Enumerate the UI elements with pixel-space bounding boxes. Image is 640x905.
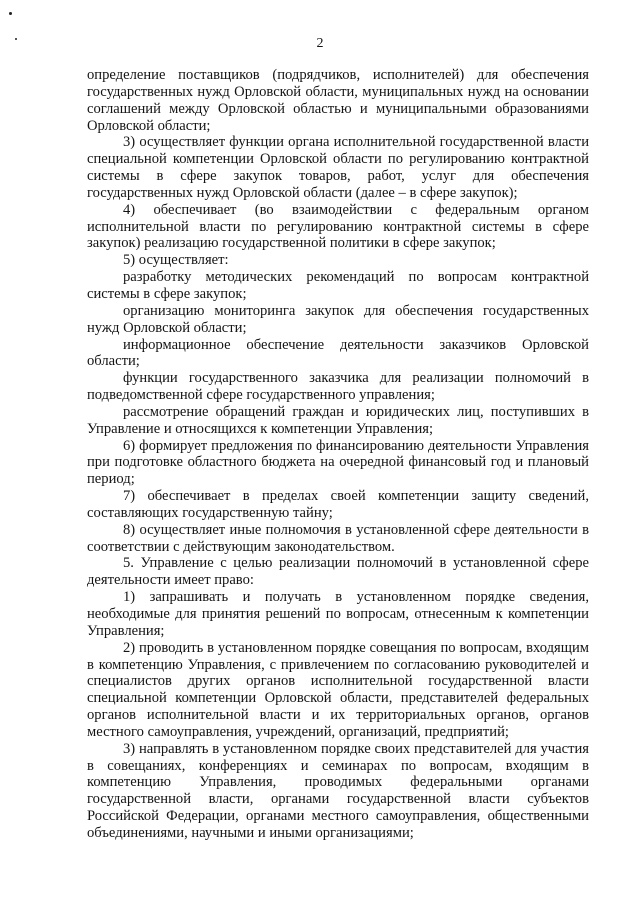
- paragraph: организацию мониторинга закупок для обеспечения государственных нужд Орловской области;: [87, 302, 589, 336]
- paragraph: разработку методических рекомендаций по вопросам контрактной системы в сфере закупок;: [87, 269, 589, 302]
- paragraph: 8) осуществляет иные полномочия в установленной сфере деятельности в соответствии с действующим законодательством.: [87, 521, 589, 555]
- scan-speck: [9, 12, 12, 15]
- paragraph: рассмотрение обращений граждан и юридических лиц, поступивших в Управление и относящихся к компетенции Управления;: [87, 403, 589, 437]
- paragraph: 6) формирует предложения по финансированию деятельности Управления при подготовке областного бюджета на очередной финансовый год и плановый период;: [87, 437, 589, 488]
- paragraph: 5. Управление с целью реализации полномочий в установленной сфере деятельности имеет право:: [87, 555, 589, 589]
- paragraph: 4) обеспечивает (во взаимодействии с федеральным органом исполнительной власти по регулированию контрактной системы в сфере закупок) реализацию государственной политики в сфере закупок;: [87, 201, 589, 252]
- paragraph: 2) проводить в установленном порядке совещания по вопросам, входящим в компетенцию Управления, с привлечением по согласованию руководителей и специалистов других органов исполнительной государственной власти специальной компетенции Орловской области, представителей федеральных органов исполнительной власти и их территориальных органов, органов местного самоуправления, учреждений, организаций, предприятий;: [87, 639, 589, 740]
- paragraph: 3) направлять в установленном порядке своих представителей для участия в совещаниях, конференциях и семинарах по вопросам, входящим в компетенцию Управления, проводимых федеральными органами государственной власти, органами государственной власти субъектов Российской Федерации, органами местного самоуправления, общественными объединениями, научными и иными организациями;: [87, 740, 589, 841]
- paragraph: информационное обеспечение деятельности заказчиков Орловской области;: [87, 336, 589, 370]
- paragraph: 3) осуществляет функции органа исполнительной государственной власти специальной компетенции Орловской области по регулированию контрактной системы в сфере закупок товаров, работ, услуг для обеспечения государственных нужд Орловской области (далее – в сфере закупок);: [87, 134, 589, 201]
- paragraph: функции государственного заказчика для реализации полномочий в подведомственной сфере государственного управления;: [87, 370, 589, 404]
- paragraph: 5) осуществляет:: [123, 252, 229, 269]
- paragraph: определение поставщиков (подрядчиков, исполнителей) для обеспечения государственных нужд Орловской области, муниципальных нужд на основании соглашений между Орловской областью и муниципальными образованиями Орловской области;: [87, 67, 589, 134]
- document-body: [87, 67, 589, 842]
- paragraph: 7) обеспечивает в пределах своей компетенции защиту сведений, составляющих государственную тайну;: [87, 488, 589, 521]
- page-number: 2: [316, 36, 324, 51]
- paragraph: 1) запрашивать и получать в установленном порядке сведения, необходимые для принятия решений по вопросам, отнесенным к компетенции Управления;: [87, 589, 589, 639]
